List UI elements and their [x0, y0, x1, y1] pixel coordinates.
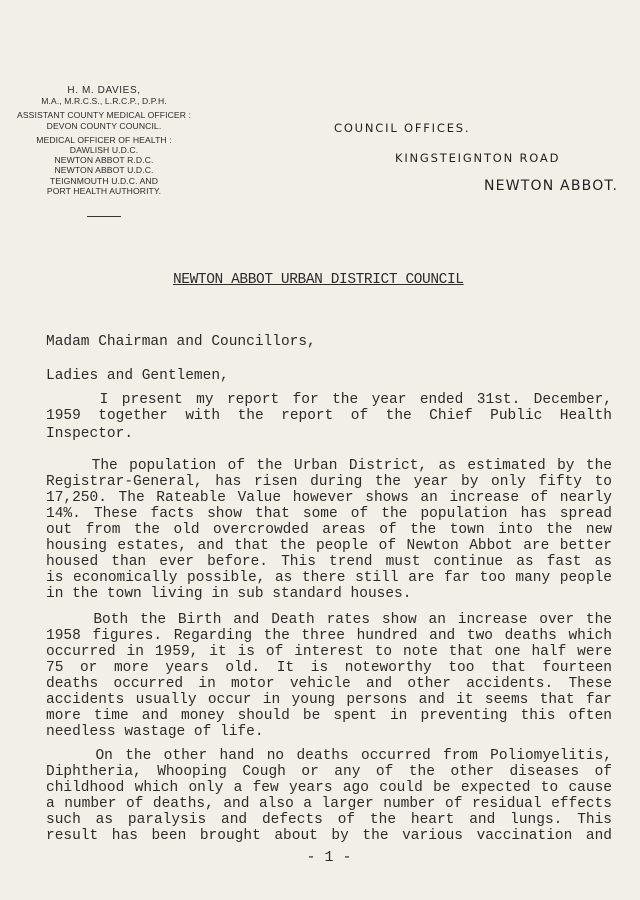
officer-title-line: PORT HEALTH AUTHORITY. — [46, 185, 162, 196]
paragraph-2-line: housed than ever before. This trend must continue as fast as — [46, 554, 612, 570]
paragraph-2-line: housing estates, and that the people of Newton Abbot are better — [46, 538, 612, 554]
paragraph-3-line: needless wastage of life. — [46, 724, 264, 740]
header-divider — [87, 216, 121, 217]
paragraph-4-line: such as paralysis and defects of the heart and lungs. This — [46, 812, 612, 828]
paragraph-2-line: Registrar-General, has risen during the year by only fifty to — [46, 474, 612, 490]
salutation-line: Madam Chairman and Councillors, — [46, 334, 316, 350]
address-line-road: KINGSTEIGNTON ROAD — [395, 151, 561, 165]
paragraph-3-line: more time and money should be spent in preventing this often — [46, 708, 612, 724]
officer-qualifications: M.A., M.R.C.S., L.R.C.P., D.P.H. — [41, 96, 167, 107]
paragraph-4-line: On the other hand no deaths occurred from Poliomyelitis, — [46, 748, 612, 764]
officer-title-line: TEIGNMOUTH U.D.C. AND — [49, 175, 159, 186]
address-line-town: NEWTON ABBOT. — [484, 178, 619, 194]
paragraph-2-line: is economically possible, as there still are far too many people — [46, 570, 612, 586]
officer-credentials-block — [6, 86, 202, 217]
paragraph-4-line: childhood which only a few years ago could be expected to cause — [46, 780, 612, 796]
paragraph-1-line: 1959 together with the report of the Chief Public Health — [46, 408, 612, 424]
paragraph-1-line: Inspector. — [46, 426, 134, 442]
paragraph-2-line: 14%. These facts show that some of the population has spread — [46, 506, 612, 522]
paragraph-3-line: occurred in 1959, it is of interest to note that one half were — [46, 644, 612, 660]
paragraph-3-line: deaths occurred in motor vehicle and other accidents. These — [46, 676, 612, 692]
paragraph-2-line: The population of the Urban District, as estimated by the — [46, 458, 612, 474]
officer-title-line: DEVON COUNTY COUNCIL. — [46, 120, 162, 131]
paragraph-2-line: out from the old overcrowded areas of the town into the new — [46, 522, 612, 538]
paragraph-3-line: accidents usually occur in young persons and it seems that far — [46, 692, 612, 708]
page-number: - 1 - — [306, 849, 352, 866]
paragraph-1-line: I present my report for the year ended 31st. December, — [46, 392, 612, 408]
salutation-line: Ladies and Gentlemen, — [46, 368, 229, 384]
paragraph-4-line: Diphtheria, Whooping Cough or any of the other diseases of — [46, 764, 612, 780]
officer-title-line: ASSISTANT COUNTY MEDICAL OFFICER : — [16, 110, 192, 121]
paragraph-4-line: a number of deaths, and also a larger number of residual effects — [46, 796, 612, 812]
paragraph-4-line: result has been brought about by the various vaccination and — [46, 828, 612, 844]
paragraph-3-line: 75 or more years old. It is noteworthy too that fourteen — [46, 660, 612, 676]
officer-title-line: MEDICAL OFFICER OF HEALTH : — [36, 134, 172, 145]
paragraph-2-line: in the town living in sub standard houses. — [46, 586, 412, 602]
paragraph-3-line: Both the Birth and Death rates show an increase over the — [46, 612, 612, 628]
officer-name: H. M. DAVIES, — [67, 85, 141, 96]
document-heading: NEWTON ABBOT URBAN DISTRICT COUNCIL — [173, 272, 464, 288]
officer-title-line: DAWLISH U.D.C. — [69, 145, 139, 156]
paragraph-3-line: 1958 figures. Regarding the three hundred and two deaths which — [46, 628, 612, 644]
officer-title-line: NEWTON ABBOT R.D.C. — [54, 155, 154, 166]
paragraph-2-line: 17,250. The Rateable Value however shows an increase of nearly — [46, 490, 612, 506]
address-line-offices: COUNCIL OFFICES. — [334, 121, 471, 135]
officer-title-line: NEWTON ABBOT U.D.C. — [54, 165, 154, 176]
